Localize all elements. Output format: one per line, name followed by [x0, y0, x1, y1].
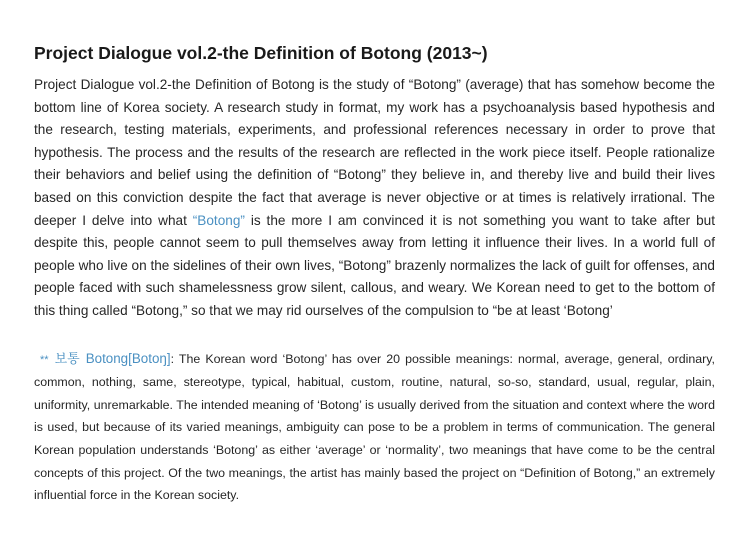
main-paragraph: [34, 74, 715, 323]
hangul-term: 보통: [54, 351, 80, 367]
note-text: The Korean word ‘Botong’ has over 20 possible meanings: normal, average, general, ordinary, common, nothing, same, stereotype, typical, habitual, custom, routine, natural, so-so, standard, usual, regular, plain, uniformity, unremarkable. The intended meaning of ‘Botong’ is usually derived from the situation and context where the word is used, but because of its varied meanings, ambiguity can pose to be a problem in terms of communication. The general Korean population understands ‘Botong’ as either ‘average’ or ‘normality’, two meanings that have come to be the central concepts of this project. Of the two meanings, the artist has mainly based the project on “Definition of Botong,” an extremely influential force in the Korean society.: [34, 351, 715, 503]
note-marker: **: [40, 353, 49, 366]
document-page: [34, 40, 715, 519]
botong-highlight: “Botong”: [192, 212, 245, 228]
paragraph-text-start: Project Dialogue vol.2-the Definition of Botong is the study of “Botong” (average) that has somehow become the bottom line of Korea society. A research study in format, my work has a psychoanalysis based hypothesis and the research, testing materials, experiments, and professional references necessary in order to prove that hypothesis. The process and the results of the research are reflected in the work piece itself. People rationalize their behaviors and belief using the definition of “Botong” they believe in, and thereby live and build their lives based on this conviction despite the fact that average is never objective or at times is relatively irrational. The deeper I delve into what: [34, 77, 715, 228]
romanized-term: Botong[Botoŋ]: [85, 350, 171, 366]
note-separator: :: [170, 351, 175, 366]
paragraph-text-end: is the more I am convinced it is not something you want to take after but despite this, people cannot seem to pull themselves away from letting it influence their lives. In a world full of people who live on the sidelines of their own lives, “Botong” brazenly normalizes the lack of guilt for offenses, and people faced with such shamelessness grow silent, callous, and weary. We Korean need to get to the bottom of this thing called “Botong,” so that we may rid ourselves of the compulsion to “be at least ‘Botong’: [34, 212, 715, 318]
note-heading: [34, 351, 171, 366]
definition-note: [34, 348, 715, 507]
page-title: Project Dialogue vol.2-the Definition of Botong (2013~): [34, 43, 488, 63]
